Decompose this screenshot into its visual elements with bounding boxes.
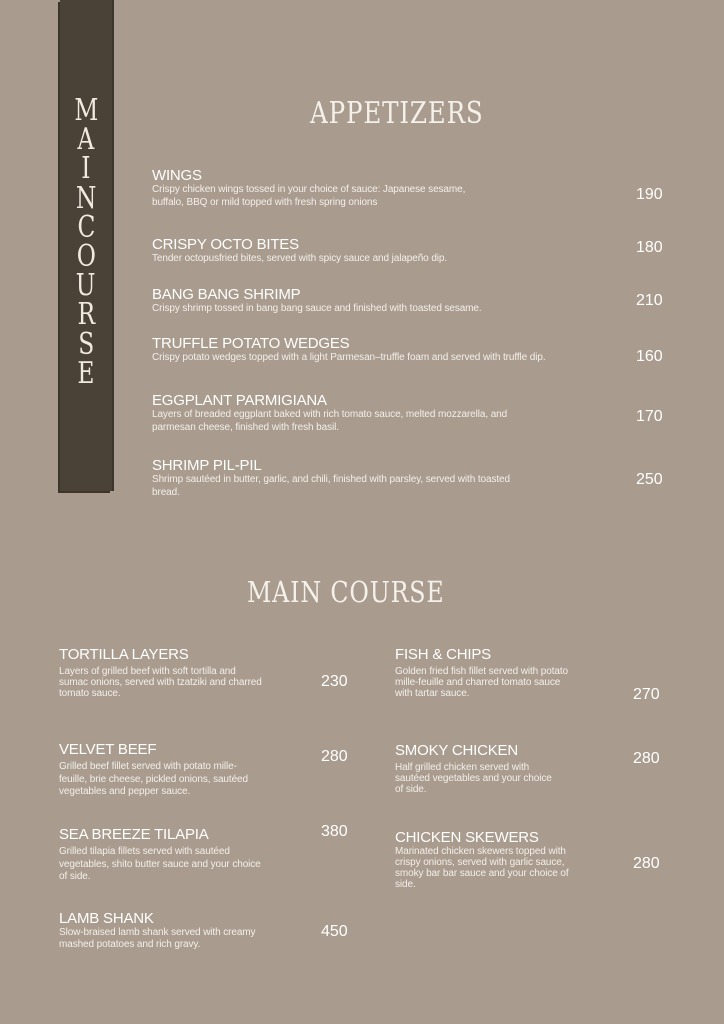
side-banner-letter: M <box>74 93 98 128</box>
main-course-name: CHICKEN SKEWERS <box>395 829 539 846</box>
appetizer-price: 250 <box>636 471 663 488</box>
appetizer-description: Shrimp sautéed in butter, garlic, and chili, finished with parsley, served with toasted bread. <box>152 474 510 498</box>
main-course-item <box>395 742 560 795</box>
main-course-description: Layers of grilled beef with soft tortilla and sumac onions, served with tzatziki and charred tomato sauce. <box>59 666 262 699</box>
main-course-item <box>59 826 264 884</box>
appetizer-price: 160 <box>636 348 663 365</box>
appetizer-name: SHRIMP PIL-PIL <box>152 457 262 474</box>
side-banner-letter: O <box>76 239 96 275</box>
main-course-price: 450 <box>321 923 348 940</box>
appetizer-name: EGGPLANT PARMIGIANA <box>152 392 327 409</box>
appetizer-item <box>152 392 552 434</box>
main-course-description: Grilled beef fillet served with potato mille-feuille, brie cheese, pickled onions, sautéed vegetables and pepper sauce. <box>59 761 248 797</box>
side-banner-letter: A <box>77 122 95 158</box>
appetizer-description: Crispy potato wedges topped with a light Parmesan–truffle foam and served with truffle dip. <box>152 352 546 363</box>
main-course-description: Golden fried fish fillet served with potato mille-feuille and charred tomato sauce with tartar sauce. <box>395 666 569 699</box>
main-course-name: VELVET BEEF <box>59 741 157 758</box>
main-course-item <box>59 646 264 699</box>
side-banner-letter: I <box>81 151 91 187</box>
side-banner-letter: R <box>77 297 95 333</box>
appetizer-price: 170 <box>636 408 663 425</box>
side-banner-letters <box>60 93 112 391</box>
appetizer-name: CRISPY OCTO BITES <box>152 236 299 253</box>
appetizer-description: Crispy chicken wings tossed in your choice of sauce: Japanese sesame, buffalo, BBQ or mild topped with fresh spring onions <box>152 184 466 208</box>
appetizer-name: BANG BANG SHRIMP <box>152 286 301 303</box>
appetizer-description: Crispy shrimp tossed in bang bang sauce and finished with toasted sesame. <box>152 303 482 314</box>
appetizer-price: 210 <box>636 292 663 309</box>
appetizer-price: 180 <box>636 239 663 256</box>
appetizer-name: WINGS <box>152 167 202 184</box>
appetizer-item <box>152 167 482 209</box>
side-banner-letter: E <box>77 355 95 391</box>
main-course-title: MAIN COURSE <box>247 575 445 609</box>
appetizer-description: Tender octopusfried bites, served with spicy sauce and jalapeño dip. <box>152 253 448 264</box>
side-banner-letter: U <box>76 268 96 304</box>
main-course-item <box>59 741 264 799</box>
main-course-name: SMOKY CHICKEN <box>395 742 518 759</box>
appetizer-description: Layers of breaded eggplant baked with rich tomato sauce, melted mozzarella, and parmesan cheese, finished with fresh basil. <box>152 409 508 433</box>
appetizers-title: APPETIZERS <box>310 96 484 131</box>
main-course-name: LAMB SHANK <box>59 910 154 927</box>
main-course-price: 280 <box>633 855 660 872</box>
appetizer-item <box>152 236 552 266</box>
main-course-item <box>395 829 580 890</box>
main-course-name: TORTILLA LAYERS <box>59 646 189 663</box>
appetizer-item <box>152 335 547 365</box>
main-course-price: 230 <box>321 673 348 690</box>
side-banner-letter: N <box>75 180 97 216</box>
main-course-price: 280 <box>321 748 348 765</box>
side-banner-letter: C <box>77 209 95 245</box>
main-course-description: Grilled tilapia fillets served with sautéed vegetables, shito butter sauce and your choice of side. <box>59 846 261 882</box>
main-course-description: Half grilled chicken served with sautéed vegetables and your choice of side. <box>395 762 552 795</box>
appetizer-price: 190 <box>636 186 663 203</box>
main-course-description: Slow-braised lamb shank served with creamy mashed potatoes and rich gravy. <box>59 927 256 950</box>
main-course-name: SEA BREEZE TILAPIA <box>59 826 209 843</box>
main-course-description: Marinated chicken skewers topped with crispy onions, served with garlic sauce, smoky bar bar sauce and your choice of side. <box>395 846 569 890</box>
appetizer-item <box>152 457 527 499</box>
main-course-name: FISH & CHIPS <box>395 646 491 663</box>
main-course-item <box>59 910 264 950</box>
side-banner-letter: S <box>77 326 95 362</box>
appetizer-item <box>152 286 572 316</box>
main-course-price: 380 <box>321 823 348 840</box>
appetizer-name: TRUFFLE POTATO WEDGES <box>152 335 350 352</box>
main-course-price: 270 <box>633 686 660 703</box>
side-banner <box>60 0 112 491</box>
main-course-item <box>395 646 570 699</box>
main-course-price: 280 <box>633 750 660 767</box>
